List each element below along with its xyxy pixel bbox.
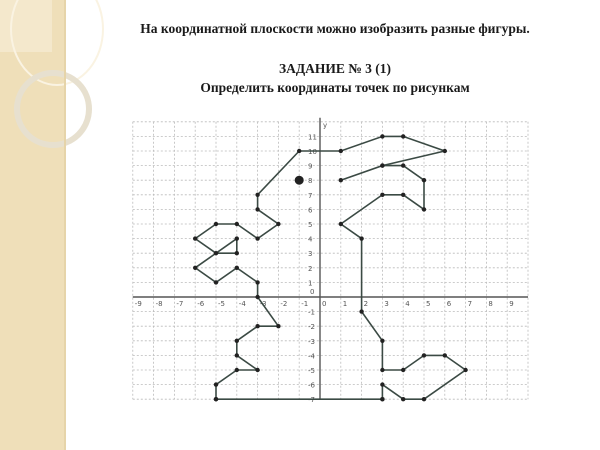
y-tick-label: 11 [308,133,317,142]
x-tick-label: 5 [426,300,431,308]
x-tick-label: -8 [155,300,163,308]
y-tick-label: -3 [308,337,315,346]
grid [133,122,528,399]
x-tick-label: 4 [405,300,410,308]
y-tick-label: -1 [308,308,315,317]
x-tick-label: -7 [176,300,184,308]
x-tick-label: 9 [509,300,514,308]
x-tick-label: 6 [446,300,452,308]
y-tick-label: 5 [308,221,313,229]
x-tick-label: -5 [218,300,225,308]
y-tick-label: 3 [308,250,313,259]
y-tick-label: 2 [308,264,313,273]
x-tick-label: -6 [197,300,205,308]
y-tick-label: -4 [308,352,315,361]
x-tick-label: -9 [134,300,142,308]
task-heading: ЗАДАНИЕ № 3 (1) [278,61,392,76]
axes [133,118,528,404]
figure-outline-main [214,397,385,401]
y-tick-label: 6 [308,206,313,215]
x-tick-label: -1 [301,300,309,308]
y-tick-label: -2 [308,323,315,332]
y-axis-label: y [323,121,328,130]
x-tick-label: 2 [363,300,369,308]
x-tick-label: 8 [488,300,493,308]
x-tick-label: 3 [384,300,389,308]
x-tick-label: 1 [342,300,348,308]
y-tick-label: -5 [308,367,315,375]
slide-title: На координатной плоскости можно изобразить разные фигуры. [140,21,530,36]
y-tick-label: 7 [308,191,313,200]
y-tick-label: 1 [308,279,313,288]
x-tick-label: -2 [280,300,288,308]
y-tick-label: 10 [308,148,317,156]
y-tick-label: 9 [308,162,313,171]
x-tick-label: 7 [467,300,473,308]
y-tick-label: -7 [308,396,315,405]
figure-eye [295,176,304,185]
y-tick-label: -6 [308,381,315,390]
y-tick-label: 4 [308,235,313,244]
y-tick-label: 8 [308,177,313,186]
x-tick-label: -4 [238,300,246,308]
origin-label: 0 [310,288,315,296]
x-tick-label: 0 [322,300,327,308]
task-text: Определить координаты точек по рисункам [200,80,470,95]
x-tick-label: -3 [259,300,267,308]
